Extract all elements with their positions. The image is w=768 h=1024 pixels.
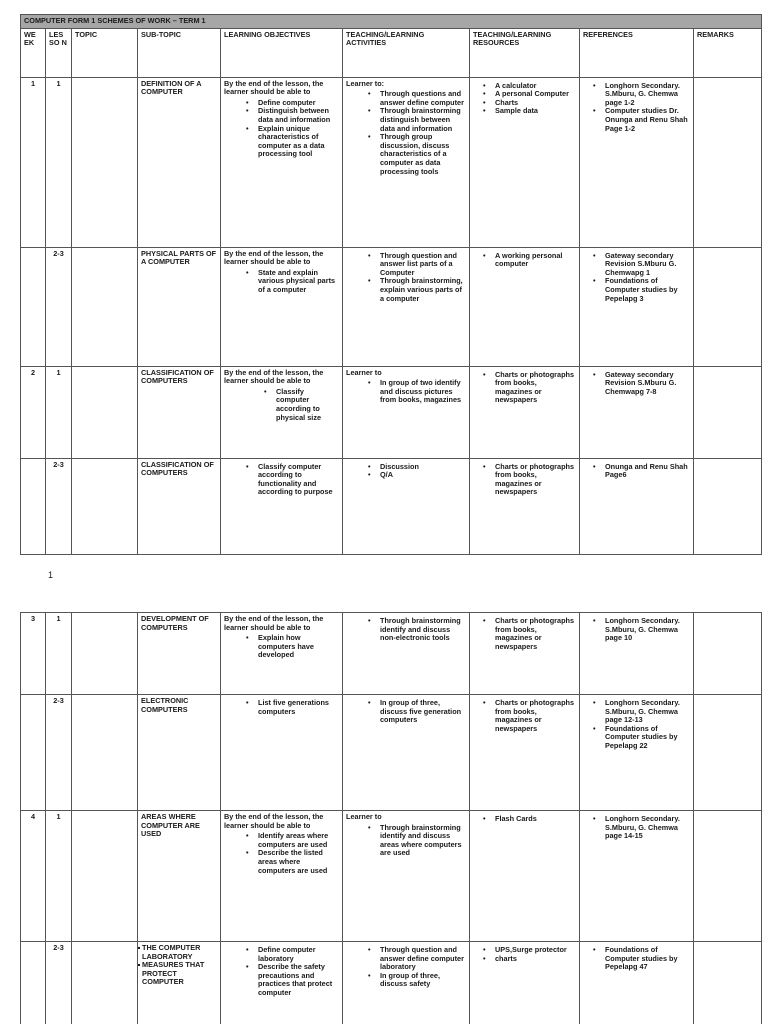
- list-item: • Through brainstorming identify and discuss areas where computers are used: [346, 824, 466, 858]
- remarks-cell: [694, 77, 762, 247]
- header-lesson: LES SO N: [46, 28, 72, 77]
- topic-cell: [72, 695, 138, 811]
- objectives-cell: [221, 695, 343, 811]
- list-item: • A working personal computer: [473, 252, 576, 269]
- header-week: WE EK: [21, 28, 46, 77]
- activities-cell: [343, 942, 470, 1024]
- topic-cell: [72, 366, 138, 458]
- list-item: • A calculator: [473, 82, 576, 91]
- activities-cell: [343, 811, 470, 942]
- week-cell: 4: [21, 811, 46, 942]
- subtopic-cell: CLASSIFICATION OF COMPUTERS: [138, 458, 221, 554]
- lesson-cell: 1: [46, 613, 72, 695]
- list-item: • Charts or photographs from books, magazines or newspapers: [473, 463, 576, 497]
- list-item: • Through question and answer list parts of a Computer: [346, 252, 466, 278]
- activities-cell: [343, 458, 470, 554]
- lesson-cell: 2-3: [46, 942, 72, 1024]
- subtopic-cell: [138, 942, 221, 1024]
- table-row: [21, 77, 762, 247]
- remarks-cell: [694, 458, 762, 554]
- topic-cell: [72, 247, 138, 366]
- header-remarks: REMARKS: [694, 28, 762, 77]
- list-item: • Through question and answer define computer laboratory: [346, 946, 466, 972]
- list-item: • Identify areas where computers are used: [224, 832, 339, 849]
- list-item: • Explain unique characteristics of computer as a data processing tool: [224, 125, 339, 159]
- list-item: • Through questions and answer define computer: [346, 90, 466, 107]
- week-cell: [21, 942, 46, 1024]
- list-item: • Charts or photographs from books, magazines or newspapers: [473, 371, 576, 405]
- table-row: [21, 366, 762, 458]
- list-item: • Gateway secondary Revision S.Mburu G. Chemwapg 1: [583, 252, 690, 278]
- lesson-cell: 1: [46, 77, 72, 247]
- list-item: • State and explain various physical parts of a computer: [224, 269, 339, 295]
- activities-cell: [343, 613, 470, 695]
- header-row: [21, 28, 762, 77]
- table-row: [21, 458, 762, 554]
- references-cell: [580, 366, 694, 458]
- objectives-intro: By the end of the lesson, the learner should be able to: [224, 248, 324, 267]
- lesson-cell: 2-3: [46, 695, 72, 811]
- lesson-cell: 2-3: [46, 458, 72, 554]
- references-cell: [580, 811, 694, 942]
- week-cell: 3: [21, 613, 46, 695]
- list-item: • Classify computer according to functionality and according to purpose: [224, 463, 339, 497]
- topic-cell: [72, 77, 138, 247]
- resources-cell: [470, 695, 580, 811]
- list-item: THE COMPUTER LABORATORY: [138, 944, 217, 961]
- list-item: • Onunga and Renu Shah Page6: [583, 463, 690, 480]
- list-item: • Through brainstorming distinguish between data and information: [346, 107, 466, 133]
- objectives-cell: [221, 613, 343, 695]
- table-row: [21, 247, 762, 366]
- list-item: • Longhorn Secondary. S.Mburu, G. Chemwa page 1-2: [583, 82, 690, 108]
- lesson-cell: 1: [46, 366, 72, 458]
- resources-cell: [470, 77, 580, 247]
- resources-cell: [470, 942, 580, 1024]
- subtopic-cell: DEVELOPMENT OF COMPUTERS: [138, 613, 221, 695]
- objectives-intro: By the end of the lesson, the learner should be able to: [224, 78, 324, 97]
- list-item: • Flash Cards: [473, 815, 576, 824]
- document-title: COMPUTER FORM 1 SCHEMES OF WORK – TERM 1: [21, 15, 762, 29]
- objectives-cell: [221, 942, 343, 1024]
- list-item: • List five generations computers: [224, 699, 339, 716]
- activities-intro: Learner to: [346, 367, 382, 377]
- references-cell: [580, 458, 694, 554]
- list-item: • Describe the safety precautions and practices that protect computer: [224, 963, 339, 997]
- list-item: • Distinguish between data and information: [224, 107, 339, 124]
- references-cell: [580, 942, 694, 1024]
- week-cell: [21, 458, 46, 554]
- list-item: • Define computer: [224, 99, 339, 108]
- list-item: • Charts or photographs from books, magazines or newspapers: [473, 617, 576, 651]
- resources-cell: [470, 366, 580, 458]
- list-item: • Classify computer according to physical size: [224, 388, 339, 422]
- list-item: • Charts: [473, 99, 576, 108]
- topic-cell: [72, 942, 138, 1024]
- objectives-cell: [221, 811, 343, 942]
- list-item: • Foundations of Computer studies by Pepelapg 3: [583, 277, 690, 303]
- objectives-intro: By the end of the lesson, the learner should be able to: [224, 367, 324, 386]
- lesson-cell: 1: [46, 811, 72, 942]
- list-item: • Longhorn Secondary. S.Mburu, G. Chemwa page 12-13: [583, 699, 690, 725]
- subtopic-cell: ELECTRONIC COMPUTERS: [138, 695, 221, 811]
- activities-cell: [343, 77, 470, 247]
- list-item: • Through brainstorming, explain various parts of a computer: [346, 277, 466, 303]
- title-row: [21, 15, 762, 29]
- week-cell: 1: [21, 77, 46, 247]
- topic-cell: [72, 458, 138, 554]
- remarks-cell: [694, 366, 762, 458]
- list-item: • Describe the listed areas where computers are used: [224, 849, 339, 875]
- remarks-cell: [694, 811, 762, 942]
- header-activities: TEACHING/LEARNING ACTIVITIES: [343, 28, 470, 77]
- subtopic-cell: AREAS WHERE COMPUTER ARE USED: [138, 811, 221, 942]
- week-cell: 2: [21, 366, 46, 458]
- objectives-cell: [221, 77, 343, 247]
- table-row: [21, 811, 762, 942]
- list-item: • Through brainstorming identify and discuss non-electronic tools: [346, 617, 466, 643]
- list-item: MEASURES THAT PROTECT COMPUTER: [138, 961, 217, 987]
- list-item: • Define computer laboratory: [224, 946, 339, 963]
- header-subtopic: SUB-TOPIC: [138, 28, 221, 77]
- lesson-cell: 2-3: [46, 247, 72, 366]
- list-item: • Through group discussion, discuss characteristics of a computer as data processing tools: [346, 133, 466, 176]
- objectives-cell: [221, 366, 343, 458]
- remarks-cell: [694, 942, 762, 1024]
- resources-cell: [470, 247, 580, 366]
- list-item: • Explain how computers have developed: [224, 634, 339, 660]
- week-cell: [21, 695, 46, 811]
- list-item: • Foundations of Computer studies by Pepelapg 22: [583, 725, 690, 751]
- activities-intro: Learner to: [346, 812, 382, 821]
- subtopic-cell: DEFINITION OF A COMPUTER: [138, 77, 221, 247]
- objectives-cell: [221, 458, 343, 554]
- list-item: • Sample data: [473, 107, 576, 116]
- list-item: • In group of two identify and discuss pictures from books, magazines: [346, 379, 466, 405]
- topic-cell: [72, 811, 138, 942]
- list-item: • Longhorn Secondary. S.Mburu, G. Chemwa page 14-15: [583, 815, 690, 841]
- list-item: • Gateway secondary Revision S.Mburu G. Chemwapg 7-8: [583, 371, 690, 397]
- activities-cell: [343, 247, 470, 366]
- references-cell: [580, 247, 694, 366]
- week-cell: [21, 247, 46, 366]
- page-number: 1: [48, 570, 54, 580]
- list-item: • In group of three, discuss five generation computers: [346, 699, 466, 725]
- scheme-table-page1: [20, 14, 762, 555]
- header-references: REFERENCES: [580, 28, 694, 77]
- header-objectives: LEARNING OBJECTIVES: [221, 28, 343, 77]
- list-item: • A personal Computer: [473, 90, 576, 99]
- list-item: • charts: [473, 955, 576, 964]
- subtopic-cell: CLASSIFICATION OF COMPUTERS: [138, 366, 221, 458]
- list-item: • In group of three, discuss safety: [346, 972, 466, 989]
- activities-intro: Learner to:: [346, 78, 385, 88]
- objectives-intro: By the end of the lesson, the learner should be able to: [224, 812, 324, 830]
- resources-cell: [470, 613, 580, 695]
- topic-cell: [72, 613, 138, 695]
- remarks-cell: [694, 695, 762, 811]
- list-item: • Computer studies Dr. Onunga and Renu Shah Page 1-2: [583, 107, 690, 133]
- remarks-cell: [694, 613, 762, 695]
- list-item: • UPS,Surge protector: [473, 946, 576, 955]
- list-item: • Discussion: [346, 463, 466, 472]
- references-cell: [580, 77, 694, 247]
- references-cell: [580, 613, 694, 695]
- objectives-intro: By the end of the lesson, the learner should be able to: [224, 614, 324, 632]
- table-row: [21, 942, 762, 1024]
- objectives-cell: [221, 247, 343, 366]
- header-resources: TEACHING/LEARNING RESOURCES: [470, 28, 580, 77]
- remarks-cell: [694, 247, 762, 366]
- table-row: [21, 695, 762, 811]
- activities-cell: [343, 695, 470, 811]
- list-item: • Foundations of Computer studies by Pepelapg 47: [583, 946, 690, 972]
- references-cell: [580, 695, 694, 811]
- subtopic-cell: PHYSICAL PARTS OF A COMPUTER: [138, 247, 221, 366]
- resources-cell: [470, 458, 580, 554]
- list-item: • Charts or photographs from books, magazines or newspapers: [473, 699, 576, 733]
- resources-cell: [470, 811, 580, 942]
- header-topic: TOPIC: [72, 28, 138, 77]
- list-item: • Longhorn Secondary. S.Mburu, G. Chemwa page 10: [583, 617, 690, 643]
- table-row: [21, 613, 762, 695]
- scheme-table-page2: [20, 612, 762, 1024]
- activities-cell: [343, 366, 470, 458]
- list-item: • Q/A: [346, 471, 466, 480]
